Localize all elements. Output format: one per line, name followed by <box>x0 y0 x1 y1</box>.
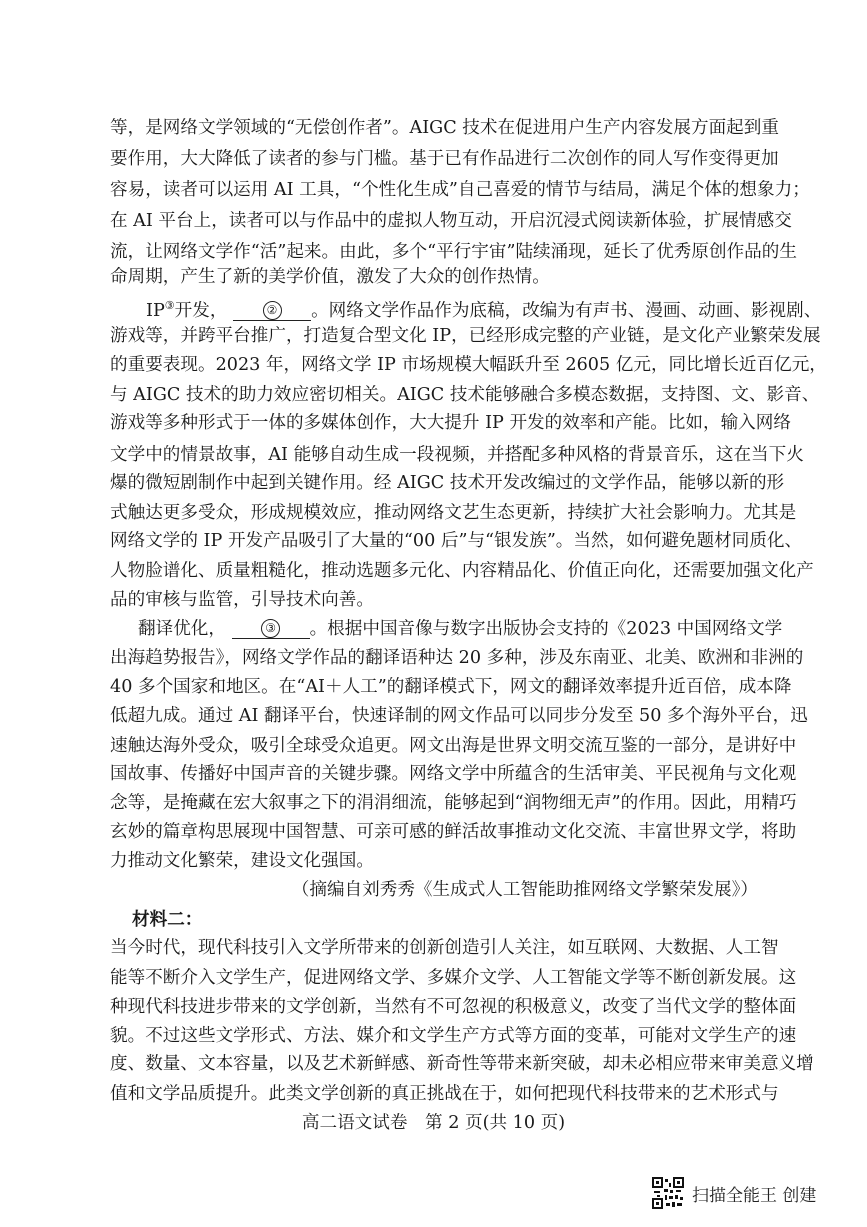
text-line: 值和文学品质提升。此类文学创新的真正挑战在于，如何把现代科技带来的艺术形式与 <box>110 1084 779 1104</box>
ip-text: IP <box>146 301 165 321</box>
text-line: 等，是网络文学领域的“无偿创作者”。AIGC 技术在促进用户生产内容发展方面起到重 <box>110 118 779 138</box>
text-line: 品的审核与监管，引导技术向善。 <box>110 590 374 610</box>
text-line: 的重要表现。2023 年，网络文学 IP 市场规模大幅跃升至 2605 亿元，同比增长近百亿元， <box>110 355 827 375</box>
text-line: 种现代科技进步带来的文学创新，当然有不可忽视的积极意义，改变了当代文学的整体面 <box>110 997 797 1017</box>
answer-blank-2[interactable] <box>233 301 311 321</box>
source-citation: （摘编自刘秀秀《生成式人工智能助推网络文学繁荣发展》） <box>291 880 758 900</box>
qr-code-icon <box>652 1177 684 1209</box>
blank-number: ③ <box>261 619 280 638</box>
text-after-blank: 。网络文学作品作为底稿，改编为有声书、漫画、动画、影视剧、 <box>311 301 822 321</box>
text-line: 容易，读者可以运用 AI 工具，“个性化生成”自己喜爱的情节与结局，满足个体的想象力； <box>110 180 810 200</box>
text-line: 爆的微短剧制作中起到关键作用。经 AIGC 技术开发改编过的文学作品，能够以新的形 <box>110 473 785 493</box>
answer-blank-3[interactable] <box>232 619 310 639</box>
text-line: 国故事、传播好中国声音的关键步骤。网络文学中所蕴含的生活审美、平民视角与文化观 <box>110 764 797 784</box>
text-line: 人物脸谱化、质量粗糙化，推动选题多元化、内容精品化、价值正向化，还需要加强文化产 <box>110 561 814 581</box>
text-line: 网络文学的 IP 开发产品吸引了大量的“00 后”与“银发族”。当然，如何避免题材同质化、 <box>110 531 803 551</box>
scanner-watermark <box>652 1176 816 1210</box>
text-line: 流，让网络文学作“活”起来。由此，多个“平行宇宙”陆续涌现，延长了优秀原创作品的生 <box>110 242 797 262</box>
watermark-text: 扫描全能王 创建 <box>692 1185 817 1206</box>
paragraph-translation-first-line <box>138 619 783 639</box>
text-line: 念等，是掩藏在宏大叙事之下的涓涓细流，能够起到“润物细无声”的作用。因此，用精巧 <box>110 793 797 813</box>
text-line: 貌。不过这些文学形式、方法、媒介和文学生产方式等方面的变革，可能对文学生产的速 <box>110 1026 797 1046</box>
material-title: 材料二： <box>132 909 203 930</box>
text-line: 与 AIGC 技术的助力效应密切相关。AIGC 技术能够融合多模态数据，支持图、文、影音、 <box>110 385 820 405</box>
text-after-blank: 。根据中国音像与数字出版协会支持的《2023 中国网络文学 <box>309 619 783 639</box>
text-line: 能等不断介入文学生产，促进网络文学、多媒介文学、人工智能文学等不断创新发展。这 <box>110 968 797 988</box>
text-line: 游戏等，并跨平台推广，打造复合型文化 IP，已经形成完整的产业链，是文化产业繁荣发展 <box>110 326 821 346</box>
text-line: 力推动文化繁荣，建设文化强国。 <box>110 851 374 871</box>
text-line: 40 多个国家和地区。在“AI＋人工”的翻译模式下，网文的翻译效率提升近百倍，成本降 <box>110 677 792 697</box>
blank-number: ② <box>263 301 282 320</box>
text-line: 命周期，产生了新的美学价值，激发了大众的创作热情。 <box>110 267 550 287</box>
text-before-blank: 翻译优化， <box>138 619 226 639</box>
text-line: 要作用，大大降低了读者的参与门槛。基于已有作品进行二次创作的同人写作变得更加 <box>110 149 779 169</box>
text-line: 出海趋势报告》，网络文学作品的翻译语种达 20 多种，涉及东南亚、北美、欧洲和非洲的 <box>110 648 804 668</box>
page-footer: 高二语文试卷 第 2 页(共 10 页) <box>301 1113 566 1133</box>
paragraph-ip-first-line <box>146 296 822 321</box>
footnote-marker: ③ <box>164 299 175 312</box>
text-before-blank: 开发， <box>174 301 228 321</box>
text-line: 速触达海外受众，吸引全球受众追更。网文出海是世界文明交流互鉴的一部分，是讲好中 <box>110 736 797 756</box>
text-line: 文学中的情景故事，AI 能够自动生成一段视频，并搭配多种风格的背景音乐，这在当下火 <box>110 445 804 465</box>
text-line: 度、数量、文本容量，以及艺术新鲜感、新奇性等带来新突破，却未必相应带来审美意义增 <box>110 1054 814 1074</box>
text-line: 玄妙的篇章构思展现中国智慧、可亲可感的鲜活故事推动文化交流、丰富世界文学，将助 <box>110 822 797 842</box>
text-line: 当今时代，现代科技引入文学所带来的创新创造引人关注，如互联网、大数据、人工智 <box>110 938 779 958</box>
text-line: 游戏等多种形式于一体的多媒体创作，大大提升 IP 开发的效率和产能。比如，输入网络 <box>110 413 791 433</box>
text-line: 低超九成。通过 AI 翻译平台，快速译制的网文作品可以同步分发至 50 多个海外平台，迅 <box>110 706 808 726</box>
text-line: 在 AI 平台上，读者可以与作品中的虚拟人物互动，开启沉浸式阅读新体验，扩展情感交 <box>110 211 792 231</box>
text-line: 式触达更多受众，形成规模效应，推动网络文艺生态更新，持续扩大社会影响力。尤其是 <box>110 503 797 523</box>
